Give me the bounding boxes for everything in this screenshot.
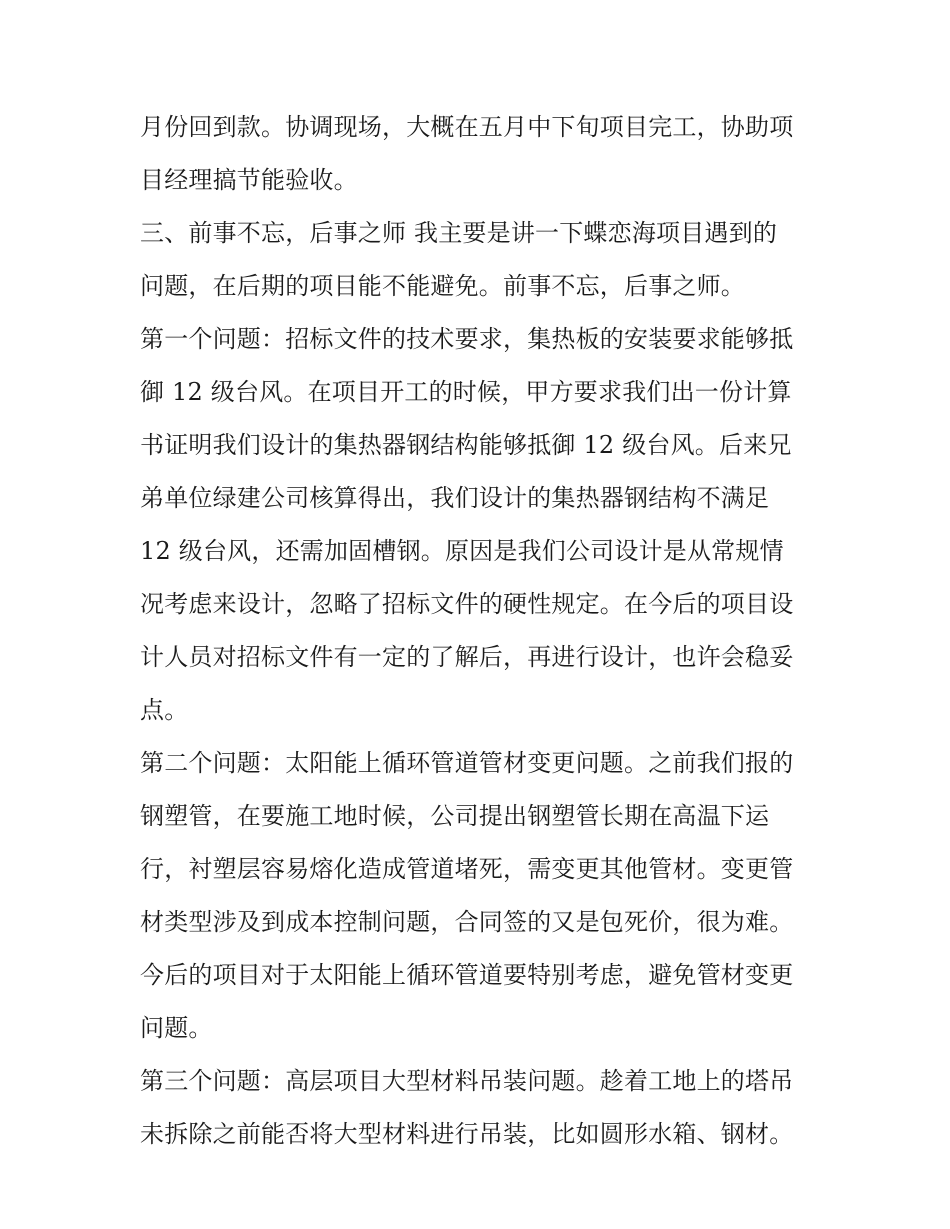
problem-1-line: 第一个问题：招标文件的技术要求，集热板的安装要求能够抵 <box>140 325 794 353</box>
text-line: 况考虑来设计，忽略了招标文件的硬性规定。在今后的项目设 <box>140 590 794 618</box>
text-line: 今后的项目对于太阳能上循环管道要特别考虑，避免管材变更 <box>140 961 794 989</box>
problem-2-line: 第二个问题：太阳能上循环管道管材变更问题。之前我们报的 <box>140 749 794 777</box>
text-line: 御 12 级台风。在项目开工的时候，甲方要求我们出一份计算 <box>140 378 792 406</box>
text-line: 12 级台风，还需加固槽钢。原因是我们公司设计是从常规情 <box>140 537 784 565</box>
section-heading-line: 三、前事不忘，后事之师 我主要是讲一下蝶恋海项目遇到的 <box>140 219 778 247</box>
document-body <box>140 101 820 1161</box>
text-line: 计人员对招标文件有一定的了解后，再进行设计，也许会稳妥 <box>140 643 794 671</box>
text-line: 弟单位绿建公司核算得出，我们设计的集热器钢结构不满足 <box>140 484 770 512</box>
text-line: 目经理搞节能验收。 <box>140 166 358 194</box>
text-line: 问题，在后期的项目能不能避免。前事不忘，后事之师。 <box>140 272 745 300</box>
problem-3-line: 第三个问题：高层项目大型材料吊装问题。趁着工地上的塔吊 <box>140 1067 794 1095</box>
text-line: 行，衬塑层容易熔化造成管道堵死，需变更其他管材。变更管 <box>140 855 794 883</box>
text-line: 材类型涉及到成本控制问题，合同签的又是包死价，很为难。 <box>140 908 794 936</box>
text-line: 未拆除之前能否将大型材料进行吊装，比如圆形水箱、钢材。 <box>140 1120 794 1148</box>
text-line: 点。 <box>140 696 189 724</box>
text-line: 钢塑管，在要施工地时候，公司提出钢塑管长期在高温下运 <box>140 802 770 830</box>
text-line: 书证明我们设计的集热器钢结构能够抵御 12 级台风。后来兄 <box>140 431 792 459</box>
text-line: 月份回到款。协调现场，大概在五月中下旬项目完工，协助项 <box>140 113 794 141</box>
text-line: 问题。 <box>140 1014 213 1042</box>
